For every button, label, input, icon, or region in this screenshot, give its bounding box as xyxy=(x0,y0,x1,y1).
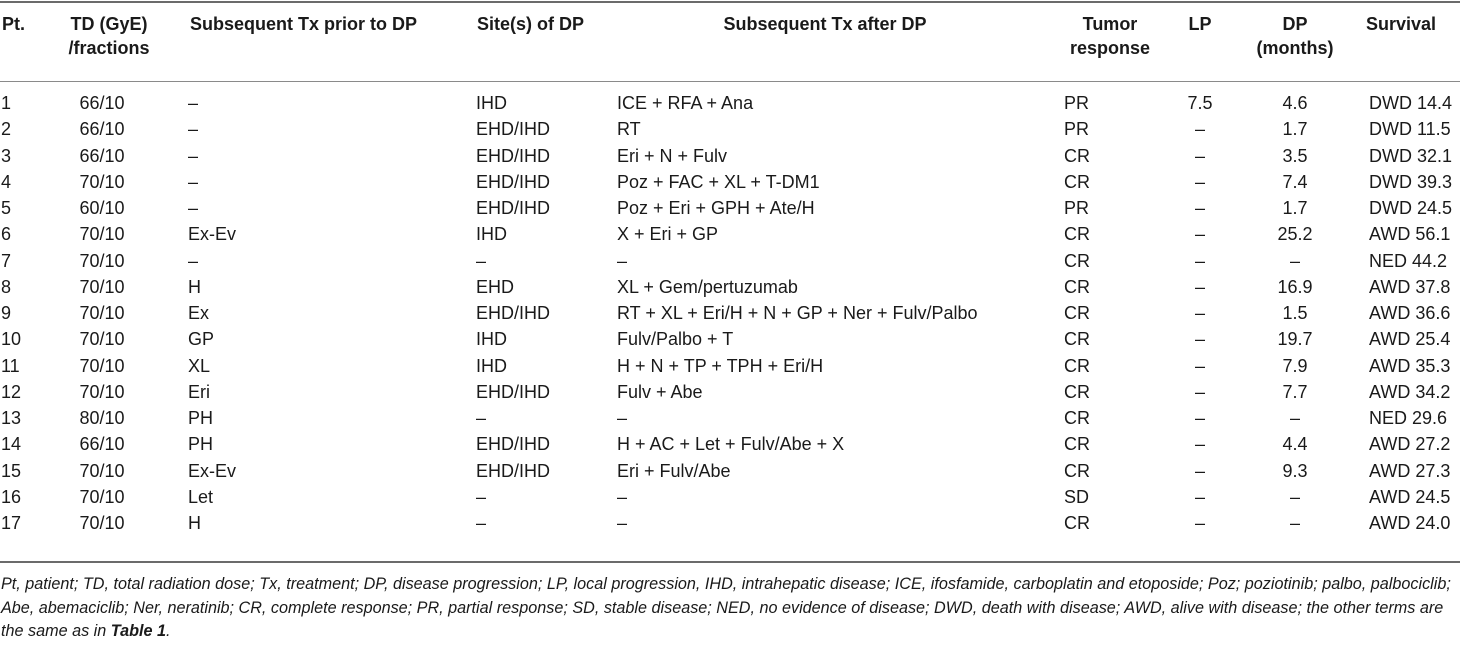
cell-td: 70/10 xyxy=(79,329,125,350)
cell-td: 66/10 xyxy=(79,119,125,140)
cell-resp: CR xyxy=(1064,303,1090,323)
cell-site: EHD/IHD xyxy=(476,434,551,455)
cell-prior: – xyxy=(188,198,199,218)
cell-after: Fulv/Palbo + T xyxy=(617,329,734,350)
cell-lp: – xyxy=(1194,329,1205,350)
cell-resp: CR xyxy=(1064,460,1090,481)
cell-pt: 4 xyxy=(1,171,12,192)
table-row xyxy=(0,484,1460,510)
cell-after: RT xyxy=(617,119,641,140)
cell-resp: CR xyxy=(1064,513,1090,533)
table-row xyxy=(0,300,1460,326)
cell-site: – xyxy=(476,250,487,271)
cell-after: H + N + TP + TPH + Eri/H xyxy=(617,355,824,376)
cell-dp: – xyxy=(1289,408,1300,428)
cell-lp: – xyxy=(1194,119,1205,140)
header-dp xyxy=(1245,12,1345,60)
table-footnote xyxy=(1,573,1457,644)
cell-dp: – xyxy=(1289,250,1300,271)
cell-dp: 7.7 xyxy=(1282,381,1308,402)
header-response xyxy=(1060,12,1160,60)
cell-pt: 11 xyxy=(1,355,20,376)
cell-site: EHD/IHD xyxy=(476,460,551,481)
cell-pt: 5 xyxy=(1,198,12,218)
table-row xyxy=(0,405,1460,431)
cell-resp: PR xyxy=(1064,198,1090,218)
cell-after: – xyxy=(617,408,628,428)
table-row xyxy=(0,274,1460,300)
cell-after: – xyxy=(617,250,628,271)
cell-site: EHD/IHD xyxy=(476,119,551,140)
cell-site: IHD xyxy=(476,93,507,113)
header-lp: LP xyxy=(1188,14,1212,34)
cell-pt: 10 xyxy=(1,329,22,350)
cell-site: EHD/IHD xyxy=(476,171,551,192)
cell-dp: 1.5 xyxy=(1282,303,1308,323)
cell-prior: – xyxy=(188,145,199,166)
cell-pt: 16 xyxy=(1,486,22,507)
cell-dp: 3.5 xyxy=(1282,145,1308,166)
table-header-rule xyxy=(0,81,1460,82)
cell-after: Eri + Fulv/Abe xyxy=(617,460,731,481)
cell-surv: NED 44.2 xyxy=(1369,250,1448,271)
cell-surv: DWD 14.4 xyxy=(1369,93,1453,113)
footnote-text: Pt, patient; TD, total radiation dose; Tx, treatment; DP, disease progression; LP, local progression, IHD, intrahepatic disease; ICE, ifosfamide, carboplatin and etoposide; Poz; poziotinib; palbo, palbociclib; Abe, abemaciclib; Ner, neratinib; CR, complete response; PR, partial response; SD, stable disease; NED, no evidence of disease; DWD, death with disease; AWD, alive with disease; the other terms are the same as in xyxy=(1,575,1451,640)
cell-surv: AWD 27.3 xyxy=(1369,460,1451,481)
cell-td: 70/10 xyxy=(79,355,125,376)
cell-after: Poz + FAC + XL + T-DM1 xyxy=(617,171,820,192)
table-row xyxy=(0,510,1460,536)
cell-dp: 4.4 xyxy=(1282,434,1308,455)
cell-lp: – xyxy=(1194,434,1205,455)
cell-lp: – xyxy=(1194,224,1205,245)
cell-dp: 19.7 xyxy=(1277,329,1313,350)
cell-lp: – xyxy=(1194,145,1205,166)
header-site: Site(s) of DP xyxy=(477,14,585,34)
cell-prior: GP xyxy=(188,329,215,350)
cell-resp: CR xyxy=(1064,171,1090,192)
cell-site: EHD/IHD xyxy=(476,145,551,166)
cell-dp: – xyxy=(1289,486,1300,507)
cell-surv: AWD 35.3 xyxy=(1369,355,1451,376)
cell-dp: 16.9 xyxy=(1277,276,1313,297)
cell-pt: 1 xyxy=(1,93,12,113)
cell-resp: CR xyxy=(1064,224,1090,245)
cell-pt: 14 xyxy=(1,434,22,455)
table-row xyxy=(0,195,1460,221)
cell-resp: PR xyxy=(1064,119,1090,140)
cell-td: 70/10 xyxy=(79,460,125,481)
header-pt: Pt. xyxy=(2,14,26,34)
cell-surv: AWD 56.1 xyxy=(1369,224,1451,245)
cell-after: X + Eri + GP xyxy=(617,224,719,245)
cell-prior: – xyxy=(188,171,199,192)
cell-after: H + AC + Let + Fulv/Abe + X xyxy=(617,434,845,455)
cell-dp: 9.3 xyxy=(1282,460,1308,481)
cell-pt: 17 xyxy=(1,513,22,533)
cell-site: – xyxy=(476,408,487,428)
cell-dp: 7.4 xyxy=(1282,171,1308,192)
cell-site: IHD xyxy=(476,355,507,376)
header-td-line2: /fractions xyxy=(68,38,150,58)
cell-surv: DWD 39.3 xyxy=(1369,171,1453,192)
cell-prior: PH xyxy=(188,434,214,455)
cell-resp: PR xyxy=(1064,93,1090,113)
cell-pt: 13 xyxy=(1,408,22,428)
footnote-table-ref: Table 1 xyxy=(110,622,166,640)
cell-after: – xyxy=(617,486,628,507)
table-row xyxy=(0,379,1460,405)
cell-surv: DWD 32.1 xyxy=(1369,145,1453,166)
cell-lp: – xyxy=(1194,355,1205,376)
cell-lp: – xyxy=(1194,250,1205,271)
cell-prior: Ex-Ev xyxy=(188,224,237,245)
cell-pt: 9 xyxy=(1,303,12,323)
cell-lp: – xyxy=(1194,408,1205,428)
cell-resp: CR xyxy=(1064,408,1090,428)
cell-dp: 4.6 xyxy=(1282,93,1308,113)
cell-surv: AWD 34.2 xyxy=(1369,381,1451,402)
cell-after: ICE + RFA + Ana xyxy=(617,93,754,113)
cell-site: – xyxy=(476,486,487,507)
cell-td: 70/10 xyxy=(79,171,125,192)
cell-site: IHD xyxy=(476,224,507,245)
cell-prior: – xyxy=(188,119,199,140)
cell-td: 70/10 xyxy=(79,303,125,323)
table-row xyxy=(0,326,1460,352)
cell-site: EHD xyxy=(476,276,515,297)
cell-dp: 7.9 xyxy=(1282,355,1308,376)
cell-td: 70/10 xyxy=(79,513,125,533)
cell-site: EHD/IHD xyxy=(476,303,551,323)
cell-prior: Let xyxy=(188,486,214,507)
table-bottom-rule xyxy=(0,561,1460,563)
table-row xyxy=(0,169,1460,195)
cell-resp: CR xyxy=(1064,145,1090,166)
cell-dp: 1.7 xyxy=(1282,119,1308,140)
cell-surv: DWD 11.5 xyxy=(1369,119,1451,140)
header-response-line2: response xyxy=(1069,38,1151,58)
cell-prior: H xyxy=(188,276,201,297)
cell-prior: – xyxy=(188,93,199,113)
cell-resp: CR xyxy=(1064,250,1090,271)
table-row xyxy=(0,221,1460,247)
cell-surv: AWD 37.8 xyxy=(1369,276,1451,297)
cell-lp: – xyxy=(1194,171,1205,192)
cell-after: XL + Gem/pertuzumab xyxy=(617,276,798,297)
cell-prior: Ex-Ev xyxy=(188,460,237,481)
cell-after: Eri + N + Fulv xyxy=(617,145,728,166)
cell-lp: – xyxy=(1194,513,1205,533)
cell-prior: PH xyxy=(188,408,214,428)
footnote-end: . xyxy=(165,622,171,640)
cell-after: Fulv + Abe xyxy=(617,381,703,402)
cell-resp: CR xyxy=(1064,434,1090,455)
cell-td: 70/10 xyxy=(79,250,125,271)
cell-site: EHD/IHD xyxy=(476,198,551,218)
cell-td: 66/10 xyxy=(79,93,125,113)
header-response-line1: Tumor xyxy=(1082,14,1138,34)
header-dp-line1: DP xyxy=(1282,14,1308,34)
cell-pt: 15 xyxy=(1,460,22,481)
cell-pt: 8 xyxy=(1,276,12,297)
cell-after: Poz + Eri + GPH + Ate/H xyxy=(617,198,815,218)
cell-site: IHD xyxy=(476,329,507,350)
cell-resp: CR xyxy=(1064,329,1090,350)
table-row xyxy=(0,458,1460,484)
cell-site: EHD/IHD xyxy=(476,381,551,402)
cell-lp: – xyxy=(1194,276,1205,297)
cell-lp: – xyxy=(1194,486,1205,507)
table-row xyxy=(0,90,1460,116)
cell-td: 66/10 xyxy=(79,434,125,455)
table-row xyxy=(0,431,1460,457)
header-dp-line2: (months) xyxy=(1256,38,1334,58)
cell-pt: 3 xyxy=(1,145,12,166)
table-top-rule xyxy=(0,1,1460,3)
cell-pt: 2 xyxy=(1,119,12,140)
header-after: Subsequent Tx after DP xyxy=(723,14,927,34)
cell-td: 80/10 xyxy=(79,408,125,428)
header-td-line1: TD (GyE) xyxy=(70,14,148,34)
cell-td: 70/10 xyxy=(79,224,125,245)
cell-td: 70/10 xyxy=(79,276,125,297)
cell-surv: AWD 36.6 xyxy=(1369,303,1451,323)
cell-prior: H xyxy=(188,513,201,533)
cell-resp: CR xyxy=(1064,381,1090,402)
cell-resp: CR xyxy=(1064,355,1090,376)
cell-prior: Ex xyxy=(188,303,210,323)
cell-dp: 25.2 xyxy=(1277,224,1313,245)
table-row xyxy=(0,248,1460,274)
cell-pt: 7 xyxy=(1,250,12,271)
cell-td: 70/10 xyxy=(79,486,125,507)
cell-after: – xyxy=(617,513,628,533)
cell-dp: 1.7 xyxy=(1282,198,1308,218)
table-row xyxy=(0,353,1460,379)
cell-pt: 6 xyxy=(1,224,12,245)
cell-resp: SD xyxy=(1064,486,1090,507)
cell-lp: – xyxy=(1194,198,1205,218)
cell-site: – xyxy=(476,513,487,533)
cell-surv: NED 29.6 xyxy=(1369,408,1448,428)
cell-prior: XL xyxy=(188,355,211,376)
cell-surv: AWD 24.5 xyxy=(1369,486,1451,507)
cell-surv: AWD 27.2 xyxy=(1369,434,1451,455)
cell-prior: – xyxy=(188,250,199,271)
cell-td: 70/10 xyxy=(79,381,125,402)
cell-lp: – xyxy=(1194,303,1205,323)
cell-after: RT + XL + Eri/H + N + GP + Ner + Fulv/Palbo xyxy=(617,303,978,323)
cell-prior: Eri xyxy=(188,381,210,402)
table-row xyxy=(0,116,1460,142)
header-survival: Survival xyxy=(1366,14,1437,34)
cell-lp: – xyxy=(1194,460,1205,481)
cell-surv: AWD 25.4 xyxy=(1369,329,1451,350)
table-row xyxy=(0,143,1460,169)
header-prior: Subsequent Tx prior to DP xyxy=(190,14,418,34)
cell-surv: AWD 24.0 xyxy=(1369,513,1451,533)
header-td xyxy=(54,12,164,60)
cell-lp: 7.5 xyxy=(1187,93,1213,113)
cell-surv: DWD 24.5 xyxy=(1369,198,1453,218)
cell-dp: – xyxy=(1289,513,1300,533)
cell-resp: CR xyxy=(1064,276,1090,297)
cell-td: 60/10 xyxy=(79,198,125,218)
cell-pt: 12 xyxy=(1,381,22,402)
cell-lp: – xyxy=(1194,381,1205,402)
cell-td: 66/10 xyxy=(79,145,125,166)
